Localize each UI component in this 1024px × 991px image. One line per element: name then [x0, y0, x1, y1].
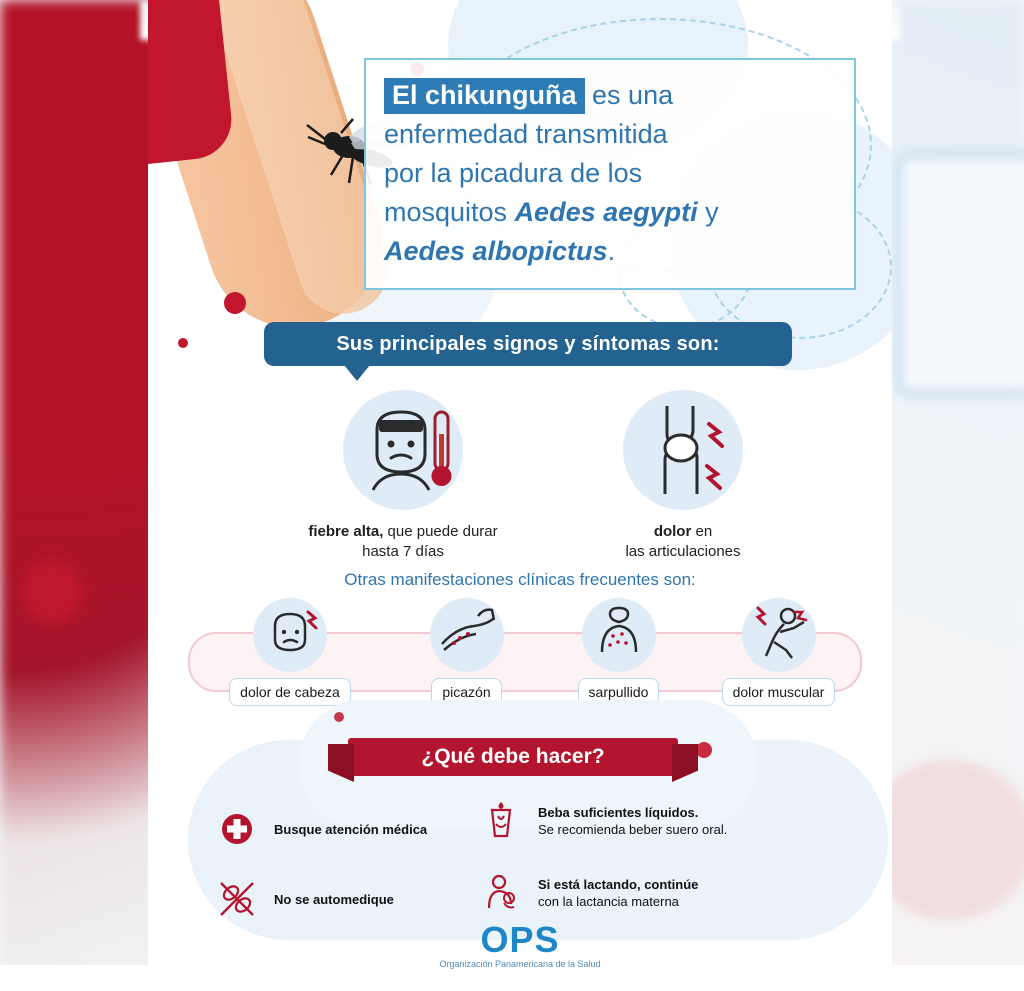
headline-line3: por la picadura de los [384, 158, 643, 188]
advice-4-line1: Si está lactando, continúe [538, 877, 699, 892]
headline-line4-post: y [697, 197, 719, 227]
other-symptom-headache [210, 598, 370, 706]
advice-breastfeeding-text [538, 876, 698, 910]
background-screen-shape [894, 150, 1024, 398]
headline-line4-italic: Aedes aegypti [514, 197, 698, 227]
headline-box [364, 58, 856, 290]
advice-no-self-medication-text [274, 891, 394, 908]
symptoms-banner [264, 322, 792, 366]
ops-logo [148, 919, 892, 969]
headache-icon [253, 598, 327, 672]
rash-torso-icon [582, 598, 656, 672]
what-to-do-ribbon [348, 738, 678, 776]
advice-breastfeeding [478, 870, 818, 916]
no-self-medication-icon [214, 876, 260, 922]
advice-3-line1: No se automedique [274, 891, 394, 907]
symptom-fever-bold: fiebre alta, [308, 523, 384, 540]
advice-drink-fluids-text [538, 804, 727, 838]
background-left-blur [0, 0, 160, 991]
other-symptom-itching [394, 598, 539, 706]
headline-line2: enfermedad transmitida [384, 119, 668, 149]
symptom-joint-bold: dolor [653, 523, 692, 540]
decorative-red-dot [696, 742, 712, 758]
advice-seek-medical-care-text [274, 821, 427, 838]
advice-1-line1: Busque atención médica [274, 821, 428, 837]
decorative-red-dot [334, 712, 344, 722]
headline-line5-post: . [607, 236, 616, 266]
other-symptom-muscle-label: dolor muscular [722, 678, 836, 706]
other-symptom-itching-label: picazón [431, 678, 501, 706]
advice-4-line2: con la lactancia materna [538, 894, 679, 909]
itching-arm-icon [430, 598, 504, 672]
face-fever-thermometer-icon [343, 390, 463, 510]
advice-2-line2: Se recomienda beber suero oral. [538, 822, 728, 837]
background-right-blur [874, 0, 1024, 991]
advice-2-line1: Beba suficientes líquidos. [538, 805, 699, 820]
ops-logo-text: OPS [480, 919, 560, 960]
medical-cross-icon [214, 806, 260, 852]
infographic-poster [148, 0, 892, 977]
headline-highlight: El chikunguña [384, 78, 585, 114]
headline-line5-italic: Aedes albopictus [384, 236, 608, 266]
other-symptom-rash-circle [582, 598, 656, 672]
breastfeeding-icon [478, 870, 524, 916]
symptom-fever-circle [343, 390, 463, 510]
symptom-joint-light: en [691, 523, 713, 540]
other-symptom-rash-label: sarpullido [578, 678, 660, 706]
symptom-joint-pain [568, 390, 798, 562]
symptom-fever-light: que puede durar [383, 523, 498, 540]
symptom-joint-circle [623, 390, 743, 510]
knee-joint-pain-icon [623, 390, 743, 510]
blood-drop [178, 338, 188, 348]
symptom-fever-line2: hasta 7 días [362, 543, 444, 560]
other-symptom-muscle-circle [742, 598, 816, 672]
other-symptom-rash [546, 598, 691, 706]
symptom-fever-caption [268, 522, 538, 562]
other-symptom-itching-circle [430, 598, 504, 672]
ops-logo-subtitle: Organización Panamericana de la Salud [439, 959, 601, 969]
other-symptom-headache-label: dolor de cabeza [229, 678, 351, 706]
headline-line4-pre: mosquitos [384, 197, 515, 227]
what-to-do-label: ¿Qué debe hacer? [421, 745, 605, 768]
drink-water-icon [478, 798, 524, 844]
other-symptoms-title: Otras manifestaciones clínicas frecuentes son: [344, 570, 696, 589]
other-symptom-headache-circle [253, 598, 327, 672]
headline-text [384, 76, 836, 271]
symptom-joint-caption [568, 522, 798, 562]
symptom-fever [268, 390, 538, 562]
blood-drop [224, 292, 246, 314]
headline-rest-line1: es una [584, 80, 674, 110]
advice-seek-medical-care [214, 806, 494, 852]
muscle-pain-icon [742, 598, 816, 672]
other-symptom-muscle-pain [696, 598, 861, 706]
advice-drink-fluids [478, 798, 818, 844]
symptom-joint-line2: las articulaciones [625, 543, 741, 560]
symptoms-banner-label: Sus principales signos y síntomas son: [336, 332, 720, 355]
advice-no-self-medication [214, 876, 494, 922]
